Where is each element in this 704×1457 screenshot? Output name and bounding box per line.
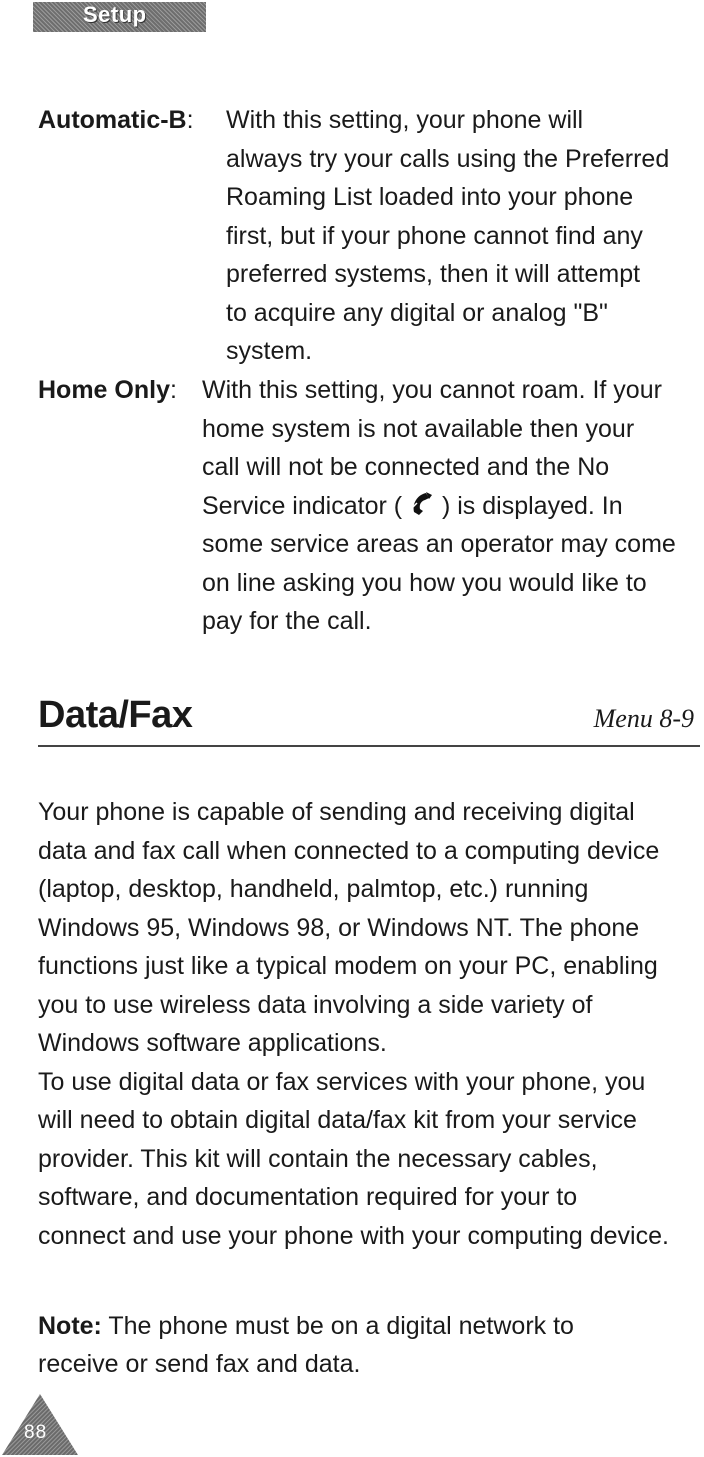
note-label: Note: — [38, 1312, 102, 1340]
definition-line: Roaming List loaded into your phone — [226, 183, 634, 211]
definition-line: pay for the call. — [202, 607, 372, 635]
section-header-tab — [33, 2, 206, 32]
paragraph-line: will need to obtain digital data/fax kit from your service — [38, 1106, 637, 1134]
definition-description — [202, 371, 676, 641]
definition-line: some service areas an operator may come — [202, 530, 676, 558]
paragraph-line: Your phone is capable of sending and receiving digital — [38, 798, 635, 826]
paragraph-line: Windows 95, Windows 98, or Windows NT. The phone — [38, 913, 640, 942]
paragraph-line: To use digital data or fax services with your phone, you — [38, 1067, 646, 1096]
paragraph-line: Windows software applications. — [38, 1029, 387, 1057]
definition-line: preferred systems, then it will attempt — [226, 260, 641, 288]
paragraph-line: functions just like a typical modem on your PC, enabling — [38, 952, 658, 980]
definition-line: Service indicator ( ) is displayed. In — [202, 491, 623, 520]
body-paragraph — [38, 793, 700, 1255]
menu-reference: Menu 8-9 — [593, 704, 694, 733]
definition-line: With this setting, your phone will — [226, 106, 584, 134]
definition-line: home system is not available then your — [202, 414, 635, 443]
definition-line: always try your calls using the Preferred — [226, 144, 670, 173]
paragraph-line: software, and documentation required for your to — [38, 1183, 578, 1211]
note-line: receive or send fax and data. — [38, 1350, 361, 1378]
definition-line: to acquire any digital or analog "B" — [226, 298, 608, 327]
section-divider — [38, 745, 700, 747]
paragraph-line: you to use wireless data involving a side variety of — [38, 990, 593, 1019]
paragraph-line: (laptop, desktop, handheld, palmtop, etc.) running — [38, 875, 589, 903]
section-title: Data/Fax — [38, 694, 193, 736]
definition-line: system. — [226, 337, 313, 365]
note-block — [38, 1307, 574, 1383]
definition-term: Automatic-B: — [38, 106, 194, 134]
definition-line: call will not be connected and the No — [202, 453, 610, 481]
definition-line: first, but if your phone cannot find any — [226, 221, 643, 250]
definition-term: Home Only: — [38, 376, 177, 404]
definition-line: With this setting, you cannot roam. If your — [202, 376, 662, 404]
definition-line: on line asking you how you would like to — [202, 568, 647, 597]
section-header-label: Setup — [83, 2, 147, 27]
paragraph-line: connect and use your phone with your computing device. — [38, 1221, 669, 1250]
note-text: The phone must be on a digital network to — [101, 1312, 574, 1340]
paragraph-line: provider. This kit will contain the necessary cables, — [38, 1144, 598, 1173]
paragraph-line: data and fax call when connected to a computing device — [38, 836, 660, 865]
no-service-phone-icon — [409, 490, 435, 516]
page-number: 88 — [24, 1422, 48, 1443]
note-line — [38, 1307, 574, 1345]
definition-description — [226, 101, 669, 371]
